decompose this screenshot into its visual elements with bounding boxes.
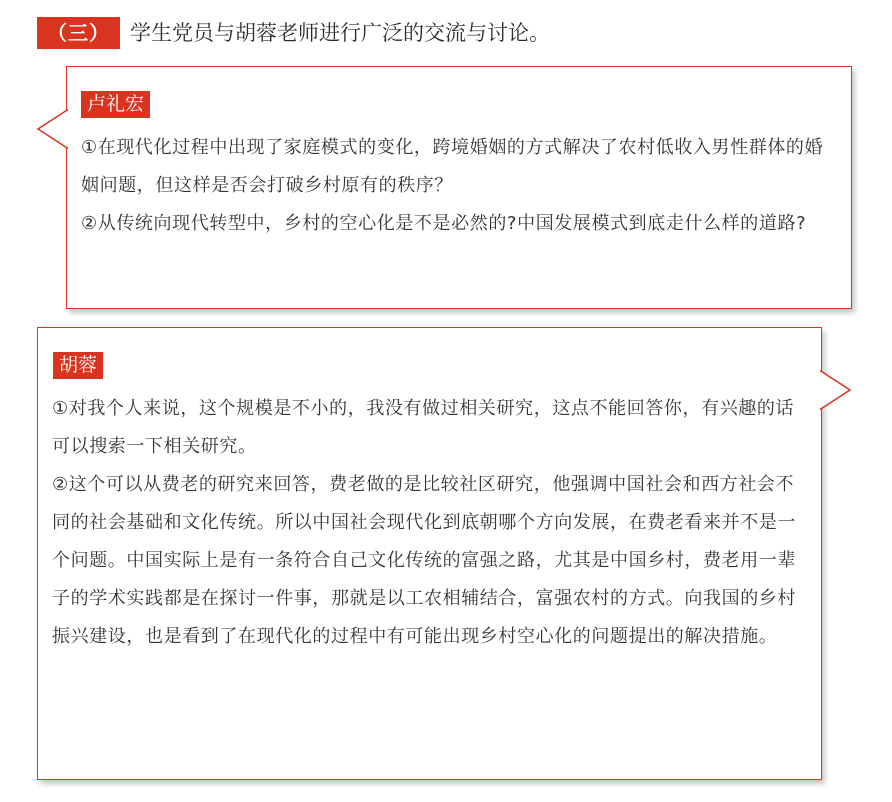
bubble-tail-right-icon xyxy=(819,370,851,410)
bubble-tail-left-icon xyxy=(37,109,69,149)
paragraph: ②从传统向现代转型中，乡村的空心化是不是必然的?中国发展模式到底走什么样的道路? xyxy=(81,213,807,234)
bubble-text xyxy=(52,390,808,656)
bubble-text xyxy=(81,129,837,243)
speaker-name-tag: 胡蓉 xyxy=(53,352,103,379)
section-title: 学生党员与胡蓉老师进行广泛的交流与讨论。 xyxy=(130,21,550,45)
section-number-badge: （三） xyxy=(37,17,120,49)
section-heading xyxy=(37,14,550,52)
paragraph: ②这个可以从费老的研究来回答，费老做的是比较社区研究，他强调中国社会和西方社会不同的社会基础和文化传统。所以中国社会现代化到底朝哪个方向发展，在费老看来并不是一个问题。中国实际上是有一条符合自己文化传统的富强之路，尤其是中国乡村，费老用一辈子的学术实践都是在探讨一件事，那就是以工农相辅结合，富强农村的方式。向我国的乡村振兴建设，也是看到了在现代化的过程中有可能出现乡村空心化的问题提出的解决措施。 xyxy=(52,474,796,647)
speech-bubble-student xyxy=(66,66,852,309)
paragraph: ①在现代化过程中出现了家庭模式的变化，跨境婚姻的方式解决了农村低收入男性群体的婚姻问题，但这样是否会打破乡村原有的秩序？ xyxy=(81,137,824,196)
speaker-name-tag: 卢礼宏 xyxy=(81,91,150,118)
paragraph: ①对我个人来说，这个规模是不小的，我没有做过相关研究，这点不能回答你，有兴趣的话可以搜索一下相关研究。 xyxy=(52,398,795,457)
speech-bubble-teacher xyxy=(37,327,822,780)
